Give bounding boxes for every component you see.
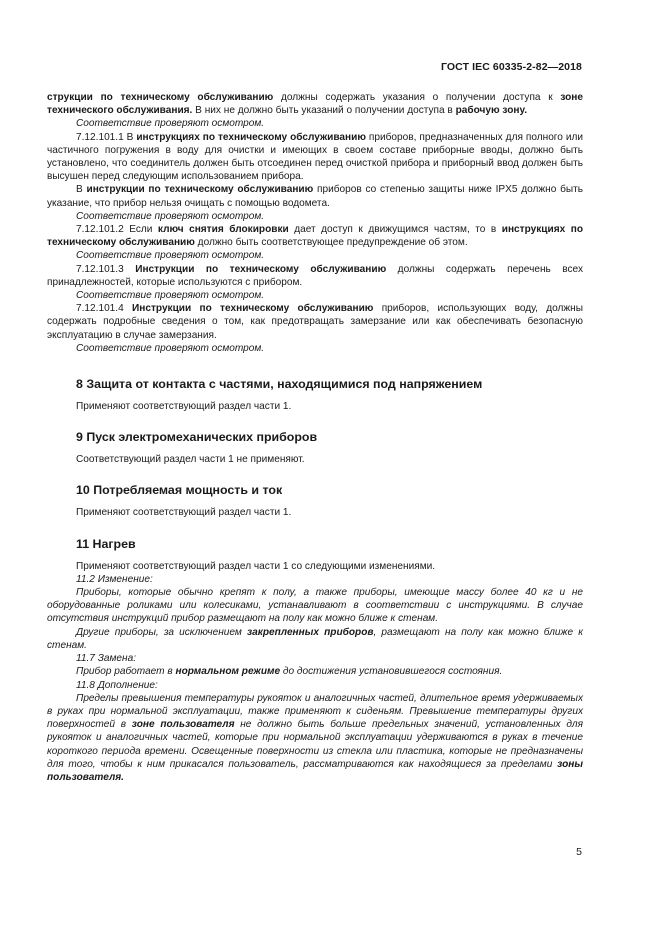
paragraph (47, 117, 583, 130)
text-run: Применяют соответствующий раздел части 1 со следующими изменениями. (76, 560, 436, 572)
paragraph (47, 506, 583, 519)
paragraph (47, 183, 583, 209)
text-run: Пределы превышения температуры рукояток и аналогичных частей, длительное время удерживаемых в руках при нормальной эксплуатации, также применяют к сиденьям. Превышение температуры других поверхностей в (47, 692, 583, 731)
paragraph (47, 453, 583, 466)
paragraph (47, 665, 583, 678)
defined-term: закрепленных приборов (246, 626, 374, 638)
paragraph (47, 573, 583, 586)
paragraph (47, 692, 583, 784)
text-run: Соответствующий раздел части 1 не применяют. (76, 454, 305, 466)
text-run: 7.12.101.1 В (76, 131, 137, 143)
defined-term: струкции по техническому обслуживанию (47, 92, 274, 103)
defined-term: зоне пользователя (131, 719, 235, 731)
defined-term: зоне технического обслуживания. (47, 92, 583, 117)
page-number: 5 (576, 846, 582, 858)
section-heading (47, 537, 583, 552)
paragraph (47, 679, 583, 692)
paragraph (47, 249, 583, 262)
section-heading (47, 430, 583, 445)
paragraph (47, 626, 583, 652)
text-run: приборов, предназначенных для полного или частичного погружения в воду для очистки и имеющих в своем составе приборные вводы, должно быть установлено, что соединитель должен быть отсоединен перед очисткой прибора и приборный ввод должен быть высушен перед следующим использованием прибора. (47, 131, 583, 183)
text-run: 11.7 Замена: (76, 653, 137, 665)
defined-term: нормальном режиме (175, 666, 281, 678)
text-run: 11.2 Изменение: (76, 573, 153, 585)
paragraph (47, 560, 583, 573)
defined-term: инструкциях по техническому обслуживанию (47, 224, 583, 249)
paragraph (47, 342, 583, 355)
text-run: Приборы, которые обычно крепят к полу, а также приборы, имеющие массу более 40 кг и не оборудованные роликами или колесиками, устанавливают в соответствии с инструкциями. В случае отсутствия инструкций прибор размещают на полу как можно ближе к стенам. (47, 587, 583, 625)
text-run: Соответствие проверяют осмотром. (76, 250, 265, 262)
section-heading-text: 9 Пуск электромеханических приборов (76, 430, 318, 445)
paragraph (47, 263, 583, 289)
text-run: Соответствие проверяют осмотром. (76, 210, 265, 222)
text-run: Другие приборы, за исключением (76, 626, 247, 638)
text-run: должно быть соответствующее предупреждение об этом. (194, 237, 468, 249)
text-run: Соответствие проверяют осмотром. (76, 118, 265, 130)
section-heading-text: 10 Потребляемая мощность и ток (76, 483, 283, 498)
paragraph (47, 210, 583, 223)
defined-term: Инструкции по техническому обслуживанию (135, 263, 387, 275)
text-run: 7.12.101.2 Если (76, 224, 158, 236)
paragraph (47, 223, 583, 249)
defined-term: зоны пользователя. (47, 758, 583, 783)
section-heading (47, 483, 583, 498)
defined-term: рабочую зону. (455, 105, 527, 117)
text-run: должны содержать перечень всех принадлежностей, которые используются с прибором. (47, 263, 583, 288)
paragraph (47, 302, 583, 342)
document-body (47, 91, 583, 784)
text-run: 7.12.101.3 (76, 263, 136, 275)
text-run: до достижения установившегося состояния. (280, 666, 503, 678)
paragraph (47, 652, 583, 665)
defined-term: инструкциях по техническому обслуживанию (136, 131, 366, 143)
text-run: Соответствие проверяют осмотром. (76, 342, 265, 354)
defined-term: ключ снятия блокировки (157, 224, 289, 236)
text-run: 7.12.101.4 (76, 303, 132, 315)
section-heading-text: 8 Защита от контакта с частями, находящимися под напряжением (76, 377, 483, 392)
text-run: должны содержать указания о получении доступа к (273, 92, 561, 103)
text-run: Применяют соответствующий раздел части 1. (76, 507, 292, 519)
text-run: Применяют соответствующий раздел части 1. (76, 401, 292, 413)
text-run: В них не должно быть указаний о получении доступа в (192, 105, 456, 117)
text-run: не должно быть больше предельных значений, установленных для рукояток и аналогичных частей, которые при нормальной эксплуатации удерживаются в руках в течение короткого периода времени. Освещенные поверхности из стекла или пластика, которые не предназначены для того, чтобы к ним прикасался пользователь, рассматриваются как находящиеся за пределами (47, 719, 583, 770)
text-run: , размещают на полу как можно ближе к стенам. (47, 626, 584, 651)
section-heading-text: 11 Нагрев (76, 536, 136, 551)
text-run: 11.8 Дополнение: (76, 679, 158, 691)
defined-term: инструкции по техническому обслуживанию (86, 184, 314, 196)
text-run: Соответствие проверяют осмотром. (76, 290, 265, 302)
paragraph (47, 400, 583, 413)
paragraph (47, 131, 583, 184)
text-run: приборов, использующих воду, должны содержать подробные сведения о том, как предотвращать замерзание или как обеспечивать безопасную эксплуатацию в случае замерзания. (47, 303, 583, 341)
text-run: приборов со степенью защиты ниже IPX5 должно быть указание, что прибор нельзя очищать с помощью водомета. (47, 184, 583, 209)
paragraph (47, 91, 583, 117)
paragraph (47, 586, 583, 626)
paragraph (47, 289, 583, 302)
section-heading (47, 377, 583, 392)
text-run: В (76, 184, 87, 196)
standard-code-header: ГОСТ IEC 60335-2-82—2018 (440, 61, 582, 73)
defined-term: Инструкции по техническому обслуживанию (132, 303, 374, 315)
text-run: дает доступ к движущимся частям, то в (288, 224, 502, 236)
text-run: Прибор работает в (76, 666, 176, 678)
